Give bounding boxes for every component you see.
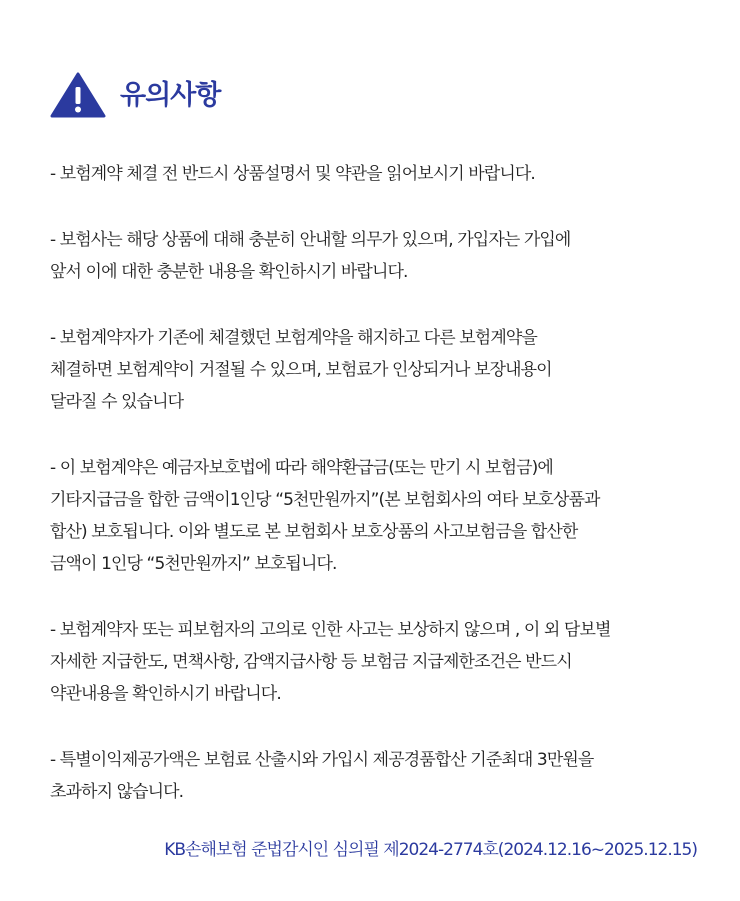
notice-line: 자세한 지급한도, 면책사항, 감액지급사항 등 보험금 지급제한조건은 반드시 [50,652,572,672]
notice-item [50,224,730,288]
notice-line: 약관내용을 확인하시기 바랍니다. [50,684,281,704]
notice-line: - 이 보험계약은 예금자보호법에 따라 해약환급금(또는 만기 시 보험금)에 [50,458,553,478]
notice-header [50,72,220,118]
notice-line: 체결하면 보험계약이 거절될 수 있으며, 보험료가 인상되거나 보장내용이 [50,360,552,380]
notice-line: 앞서 이에 대한 충분한 내용을 확인하시기 바랍니다. [50,262,408,282]
notice-item [50,744,730,808]
warning-triangle-icon [50,72,106,118]
notice-item [50,158,730,190]
notice-line: - 보험계약 체결 전 반드시 상품설명서 및 약관을 읽어보시기 바랍니다. [50,164,535,184]
notice-line: 달라질 수 있습니다 [50,392,184,412]
notice-line: 금액이 1인당 “5천만원까지” 보호됩니다. [50,554,337,574]
compliance-approval-text: KB손해보험 준법감시인 심의필 제2024-2774호(2024.12.16~2025.12.15) [164,840,697,860]
page-title: 유의사항 [120,79,221,111]
notice-item [50,614,730,710]
notice-line: - 보험사는 해당 상품에 대해 충분히 안내할 의무가 있으며, 가입자는 가입에 [50,230,571,250]
notice-line: 기타지급금을 합한 금액이1인당 “5천만원까지”(본 보험회사의 여타 보호상품과 [50,490,600,510]
notice-line: - 보험계약자가 기존에 체결했던 보험계약을 해지하고 다른 보험계약을 [50,328,537,348]
notice-line: 초과하지 않습니다. [50,782,184,802]
notice-item [50,452,730,580]
notice-line: 합산) 보호됩니다. 이와 별도로 본 보험회사 보호상품의 사고보험금을 합산한 [50,522,578,542]
notice-item [50,322,730,418]
notice-list [50,158,730,842]
notice-line: - 보험계약자 또는 피보험자의 고의로 인한 사고는 보상하지 않으며 , 이 외 담보별 [50,620,611,640]
notice-line: - 특별이익제공가액은 보험료 산출시와 가입시 제공경품합산 기준최대 3만원을 [50,750,594,770]
